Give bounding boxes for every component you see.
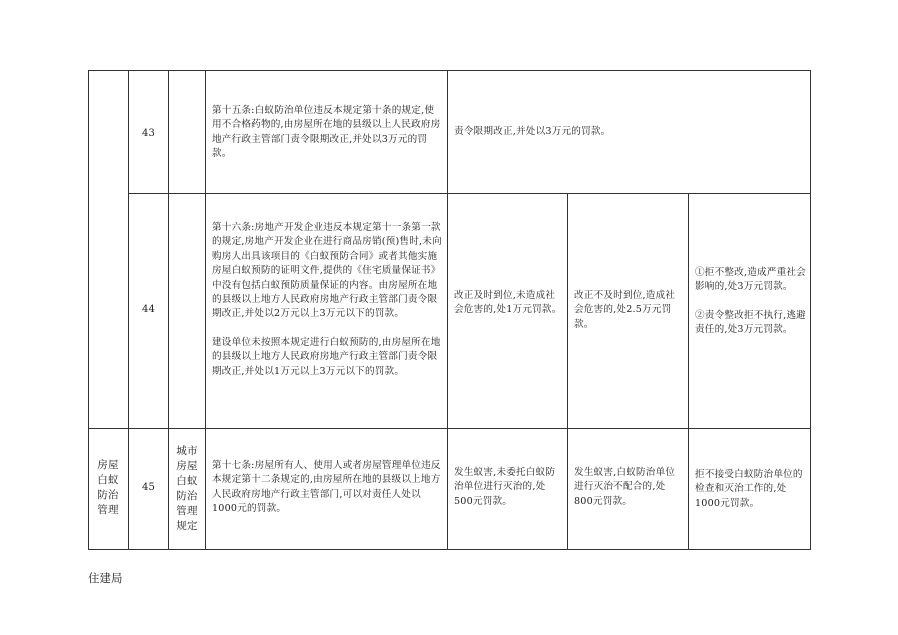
- row-44-penalty-light: 改正及时到位,未造成社会危害的,处1万元罚款。: [454, 290, 562, 316]
- row-45-category: 房屋白蚁防治管理: [97, 459, 119, 516]
- penalty-table: [88, 70, 811, 550]
- column-divider: [688, 193, 689, 550]
- row-divider: [88, 428, 811, 429]
- row-45-article: 第十七条:房屋所有人、使用人或者房屋管理单位违反本规定第十二条规定的,由房屋所在地的县级以上地方人民政府房地产行政主管部门,可以对责任人处以1000元的罚款。: [212, 460, 441, 515]
- row-44-penalty-medium: 改正不及时到位,造成社会危害的,处2.5万元罚款。: [574, 290, 676, 330]
- row-45-number: 45: [141, 482, 156, 493]
- row-45-penalty-medium: 发生蚁害,白蚁防治单位进行灭治不配合的,处800元罚款。: [574, 467, 676, 507]
- row-45-regulation: 城市房屋白蚁防治管理规定: [176, 445, 198, 532]
- row-44-number: 44: [141, 304, 156, 315]
- row-45-penalty-heavy: 拒不接受白蚁防治单位的检查和灭治工作的,处1000元罚款。: [695, 469, 803, 509]
- table-border-right: [810, 70, 811, 550]
- row-44-article-p2: 建设单位未按照本规定进行白蚁预防的,由房屋所在地的县级以上地方人民政府房地产行政主管部门责令限期改正,并处以1万元以上3万元以下的罚款。: [212, 337, 441, 377]
- table-border-top: [88, 70, 811, 71]
- row-43-number: 43: [141, 128, 156, 139]
- row-43-penalty: 责令限期改正,并处以3万元的罚款。: [454, 126, 611, 137]
- row-44-penalty-heavy-1: ①拒不整改,造成严重社会影响的,处3万元罚款。: [695, 267, 806, 293]
- column-divider: [168, 70, 169, 550]
- column-divider: [205, 70, 206, 550]
- row-44-penalty-heavy-2: ②责令整改拒不执行,逃避责任的,处3万元罚款。: [695, 310, 806, 336]
- row-43-article: 第十五条:白蚁防治单位违反本规定第十条的规定,使用不合格药物的,由房屋所在地的县级以上人民政府房地产行政主管部门责令限期改正,并处以3万元的罚款。: [212, 105, 441, 160]
- footer-department: 住建局: [88, 571, 123, 585]
- row-44-article-p1: 第十六条:房地产开发企业违反本规定第十一条第一款的规定,房地产开发企业在进行商品房销(预)售时,未向购房人出具该项目的《白蚁预防合同》或者其他实施房屋白蚁预防的证明文件,提供的《住宅质量保证书》中没有包括白蚁预防质量保证的内容。由房屋所在地的县级以上地方人民政府房地产行政主管部门责令限期改正,并处以2万元以上3万元以下的罚款。: [212, 222, 442, 320]
- row-45-penalty-light: 发生蚁害,未委托白蚁防治单位进行灭治的,处500元罚款。: [454, 467, 556, 507]
- table-border-bottom: [88, 549, 811, 550]
- table-border-left: [88, 70, 89, 550]
- column-divider: [567, 193, 568, 550]
- row-divider: [128, 193, 811, 194]
- column-divider: [447, 70, 448, 550]
